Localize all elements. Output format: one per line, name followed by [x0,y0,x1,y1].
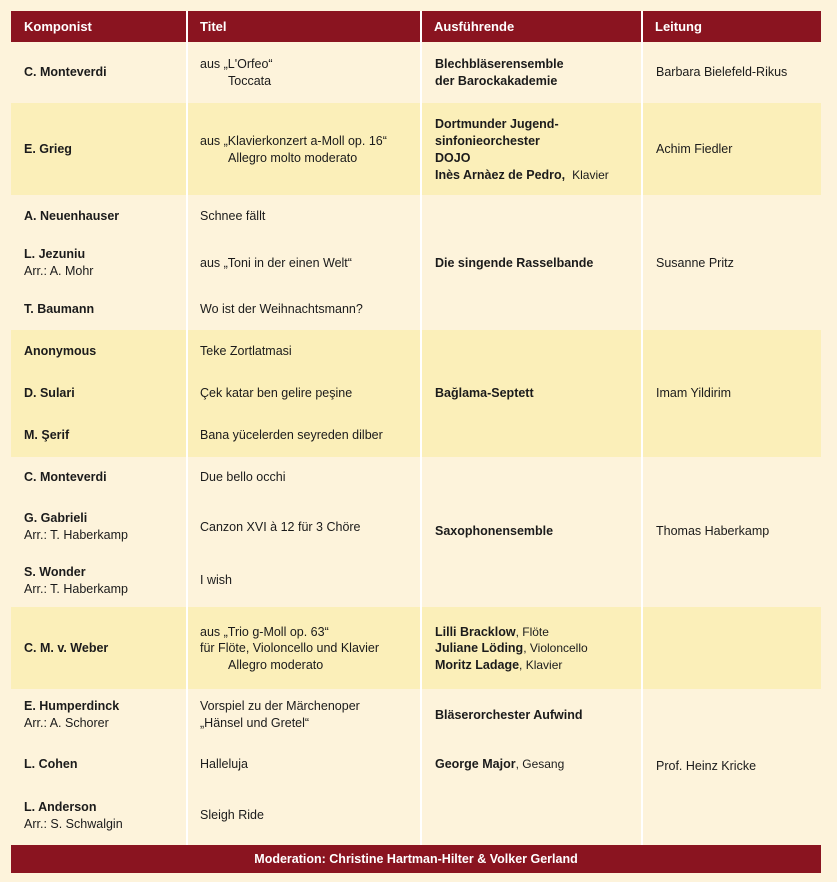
header-titel: Titel [200,19,227,34]
row7-item1-komponist: E. Humperdinck [24,699,120,713]
row3-item1-komponist: A. Neuenhauser [24,209,120,223]
row5-ausfuehrende: Saxophonensemble [435,524,554,538]
row-band-6 [11,607,821,689]
row5-item2-arr: Arr.: T. Haberkamp [24,528,128,542]
header-komponist: Komponist [24,19,92,34]
row7-ausfuehrende-2 [435,756,564,773]
row4-item1-titel: Teke Zortlatmasi [200,344,292,358]
row6-titel-line3: Allegro moderato [228,658,324,672]
row4-item3-komponist: M. Şerif [24,428,70,442]
row7-leitung: Prof. Heinz Kricke [656,759,757,773]
row2-titel-line2: Allegro molto moderato [228,151,358,165]
performer-name: Juliane Löding [435,641,524,655]
row3-item2-arr: Arr.: A. Mohr [24,264,94,278]
performer-instrument: , Flöte [515,625,549,639]
row1-leitung: Barbara Bielefeld-Rikus [656,65,788,79]
row3-item2-komponist: L. Jezuniu [24,247,86,261]
performer-instrument: , Klavier [519,658,563,672]
row6-performer-2 [435,640,588,657]
performer-name: Moritz Ladage [435,658,520,672]
row5-item3-arr: Arr.: T. Haberkamp [24,582,128,596]
row1-ausfuehrende-line1: Blechbläserensemble [435,57,564,71]
column-divider-2 [420,11,422,845]
row2-ausfuehrende-line2: sinfonieorchester [435,134,540,148]
performer-instrument: , Violoncello [523,641,588,655]
row6-titel-line1: aus „Trio g-Moll op. 63“ [200,625,329,639]
column-divider-1 [186,11,188,845]
row5-item1-komponist: C. Monteverdi [24,470,107,484]
row2-soloist-instrument: Klavier [572,168,609,182]
row7-item3-titel: Sleigh Ride [200,808,264,822]
row3-item3-komponist: T. Baumann [24,302,95,316]
row3-leitung: Susanne Pritz [656,256,734,270]
row4-ausfuehrende: Bağlama-Septett [435,386,534,400]
row4-item3-titel: Bana yücelerden seyreden dilber [200,428,383,442]
row4-leitung: Imam Yildirim [656,386,732,400]
row1-ausfuehrende-line2: der Barockakademie [435,74,558,88]
row6-performer-3 [435,657,562,674]
row7-ausfuehrende-1: Bläserorchester Aufwind [435,708,583,722]
row7-item1-arr: Arr.: A. Schorer [24,716,109,730]
table-header [11,11,821,42]
row2-ausfuehrende-line1: Dortmunder Jugend- [435,117,559,131]
row3-ausfuehrende: Die singende Rasselbande [435,256,594,270]
row2-ausfuehrende-line3: DOJO [435,151,471,165]
performer-name: Lilli Bracklow [435,625,516,639]
performer-instrument: , Gesang [515,757,565,771]
row2-ausfuehrende-line4 [435,167,609,184]
row6-komponist: C. M. v. Weber [24,641,109,655]
row7-item3-arr: Arr.: S. Schwalgin [24,817,123,831]
row2-soloist-name: Inès Arnàez de Pedro, [435,168,566,182]
row7-item1-titel-line1: Vorspiel zu der Märchenoper [200,699,360,713]
row5-leitung: Thomas Haberkamp [656,524,770,538]
column-divider-3 [641,11,643,845]
row3-item2-titel: aus „Toni in der einen Welt“ [200,256,352,270]
row1-titel-line1: aus „L'Orfeo“ [200,57,273,71]
row5-item2-komponist: G. Gabrieli [24,511,88,525]
row5-item1-titel: Due bello occhi [200,470,286,484]
row5-item3-titel: I wish [200,573,232,587]
row4-item2-komponist: D. Sulari [24,386,75,400]
row7-item3-komponist: L. Anderson [24,800,97,814]
row1-titel-line2: Toccata [228,74,272,88]
performer-name: George Major [435,757,516,771]
row7-item2-komponist: L. Cohen [24,757,78,771]
header-leitung: Leitung [655,19,702,34]
moderation-footer: Moderation: Christine Hartman-Hilter & Volker Gerland [11,845,821,873]
row4-item1-komponist: Anonymous [24,344,97,358]
row3-item1-titel: Schnee fällt [200,209,266,223]
row3-item3-titel: Wo ist der Weihnachtsmann? [200,302,363,316]
row2-titel-line1: aus „Klavierkonzert a-Moll op. 16“ [200,134,387,148]
header-ausfuehrende: Ausführende [434,19,515,34]
row2-leitung: Achim Fiedler [656,142,733,156]
row1-komponist: C. Monteverdi [24,65,107,79]
row7-item2-titel: Halleluja [200,757,248,771]
row4-item2-titel: Çek katar ben gelire peşine [200,386,353,400]
row2-komponist: E. Grieg [24,142,72,156]
row6-performer-1 [435,624,549,641]
row5-item3-komponist: S. Wonder [24,565,86,579]
row6-titel-line2: für Flöte, Violoncello und Klavier [200,641,380,655]
row7-item1-titel-line2: „Hänsel und Gretel“ [200,716,310,730]
row5-item2-titel: Canzon XVI à 12 für 3 Chöre [200,520,361,534]
